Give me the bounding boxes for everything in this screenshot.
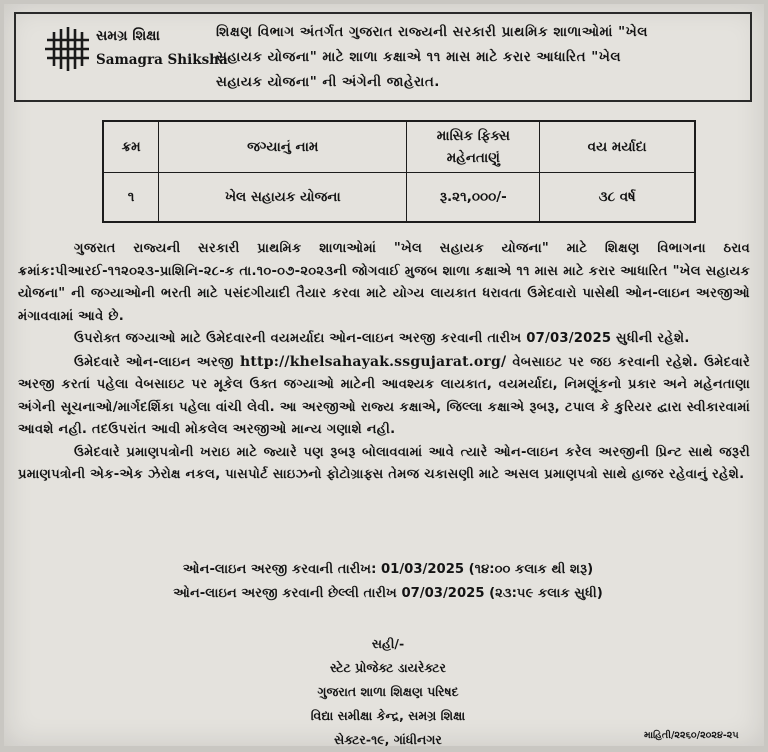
cell-serial: ૧ xyxy=(103,173,159,223)
paragraph-age-limit: ઉપરોક્ત જગ્યાઓ માટે ઉમેદવારની વયમર્યાદા ઓન-લાઇન અરજી કરવાની તારીખ 07/03/2025 સુધીની રહેશે. xyxy=(74,331,690,346)
paragraph-apply-online xyxy=(18,351,750,442)
table-row xyxy=(103,173,695,223)
header-salary-line2: મહેનતાણું xyxy=(446,150,500,166)
samagra-shiksha-emblem-icon xyxy=(44,26,90,72)
apply-instructions: વેબસાઇટ પર જઇ કરવાની રહેશે. ઉમેદવારે અરજી કરતાં પહેલા વેબસાઇટ પર મૂકેલ ઉક્ત જગ્યાઓ માટેની આવશ્યક લાયકાત, વયમર્યાદા, નિમણૂંકનો પ્રકાર અને મહેનતાણા અંગેની સૂચનાઓ/માર્ગદર્શિકા પહેલા વાંચી લેવી. આ અરજીઓ રાજ્ય કક્ષાએ, જિલ્લા કક્ષાએ રૂબરૂ, ટપાલ કે કુરિયર દ્વારા સ્વીકારવામાં આવશે નહી. તદઉપરાંત આવી મોકલેલ અરજીઓ માન્ય ગણાશે નહી. xyxy=(18,354,750,437)
cell-age-limit: ૩૮ વર્ષ xyxy=(540,173,695,223)
notice-title-line: શિક્ષણ વિભાગ અંતર્ગત ગુજરાત રાજ્યની સરકારી પ્રાથમિક શાળાઓમાં "ખેલ xyxy=(216,24,648,40)
notice-header xyxy=(14,12,752,102)
header-post-name: જગ્યાનું નામ xyxy=(159,121,407,173)
paragraph-intro: ગુજરાત રાજ્યની સરકારી પ્રાથમિક શાળાઓમાં "ખેલ સહાયક યોજના" માટે શિક્ષણ વિભાગના ઠરાવ ક્રમાંક:પીઆરઈ-૧૧૨૦૨૩-પ્રાશિનિ-૨૮-ક તા.૧૦-૦૭-૨૦૨૩ની જોગવાઈ મુજબ શાળા કક્ષાએ ૧૧ માસ માટે કરાર આધારિત "ખેલ સહાયક યોજના" ની જગ્યાઓની ભરતી માટે પસંદગીયાદી તૈયાર કરવા માટે યોગ્ય લાયકાત ધરાવતા ઉમેદવારો પાસેથી ઓન-લાઇન અરજીઓ મંગાવવામાં આવે છે. xyxy=(18,241,750,324)
cell-post-name: ખેલ સહાયક યોજના xyxy=(159,173,407,223)
posts-table xyxy=(102,120,696,223)
notice-body xyxy=(18,238,750,487)
header-serial: ક્રમ xyxy=(103,121,159,173)
website-link[interactable]: http://khelsahayak.ssgujarat.org/ xyxy=(240,353,507,370)
header-salary xyxy=(407,121,540,173)
table-header-row xyxy=(103,121,695,173)
samagra-shiksha-logo xyxy=(26,22,236,82)
logo-name-gujarati: સમગ્ર શિક્ષા xyxy=(96,28,160,44)
notice-title xyxy=(216,20,744,95)
logo-name-english: Samagra Shiksha xyxy=(96,52,228,68)
reference-number: માહિતી/૨૨૬૦/૨૦૨૪-૨૫ xyxy=(644,730,739,741)
newspaper-clipping xyxy=(4,4,764,746)
cell-salary: રૂ.૨૧,૦૦૦/- xyxy=(407,173,540,223)
application-end-date: ઓન-લાઇન અરજી કરવાની છેલ્લી તારીખ 07/03/2025 (૨૩:૫૯ કલાક સુધી) xyxy=(173,586,603,601)
signature-organization: ગુજરાત શાળા શિક્ષણ પરિષદ xyxy=(317,684,459,699)
signature-designation: સ્ટેટ પ્રોજેક્ટ ડાયરેક્ટર xyxy=(330,660,446,675)
header-age-limit: વય મર્યાદા xyxy=(540,121,695,173)
header-salary-line1: માસિક ફિક્સ xyxy=(436,128,510,144)
notice-title-line: સહાયક યોજના" ની અંગેની જાહેરાત. xyxy=(216,74,440,90)
apply-text: ઉમેદવારે ઓન-લાઇન અરજી xyxy=(74,354,234,370)
notice-title-line: સહાયક યોજના" માટે શાળા કક્ષાએ ૧૧ માસ માટે કરાર આધારિત "ખેલ xyxy=(216,49,622,65)
paragraph-verification: ઉમેદવારે પ્રમાણપત્રોની ખરાઇ માટે જ્યારે પણ રૂબરૂ બોલાવવામાં આવે ત્યારે ઓન-લાઇન કરેલ અરજીની પ્રિન્ટ સાથે જરૂરી પ્રમાણપત્રોની એક-એક ઝેરોક્ષ નકલ, પાસપોર્ટ સાઇઝનો ફોટોગ્રાફ્સ તેમજ ચકાસણી માટે અસલ પ્રમાણપત્રો સાથે હાજર રહેવાનું રહેશે. xyxy=(18,444,750,482)
application-start-date: ઓન-લાઇન અરજી કરવાની તારીખ: 01/03/2025 (૧૪:૦૦ કલાક થી શરૂ) xyxy=(182,562,594,577)
signature-address: સેક્ટર-૧૯, ગાંધીનગર xyxy=(334,732,442,747)
signature-signed: સહી/- xyxy=(371,636,405,651)
signature-department: વિદ્યા સમીક્ષા કેન્દ્ર, સમગ્ર શિક્ષા xyxy=(310,708,466,723)
